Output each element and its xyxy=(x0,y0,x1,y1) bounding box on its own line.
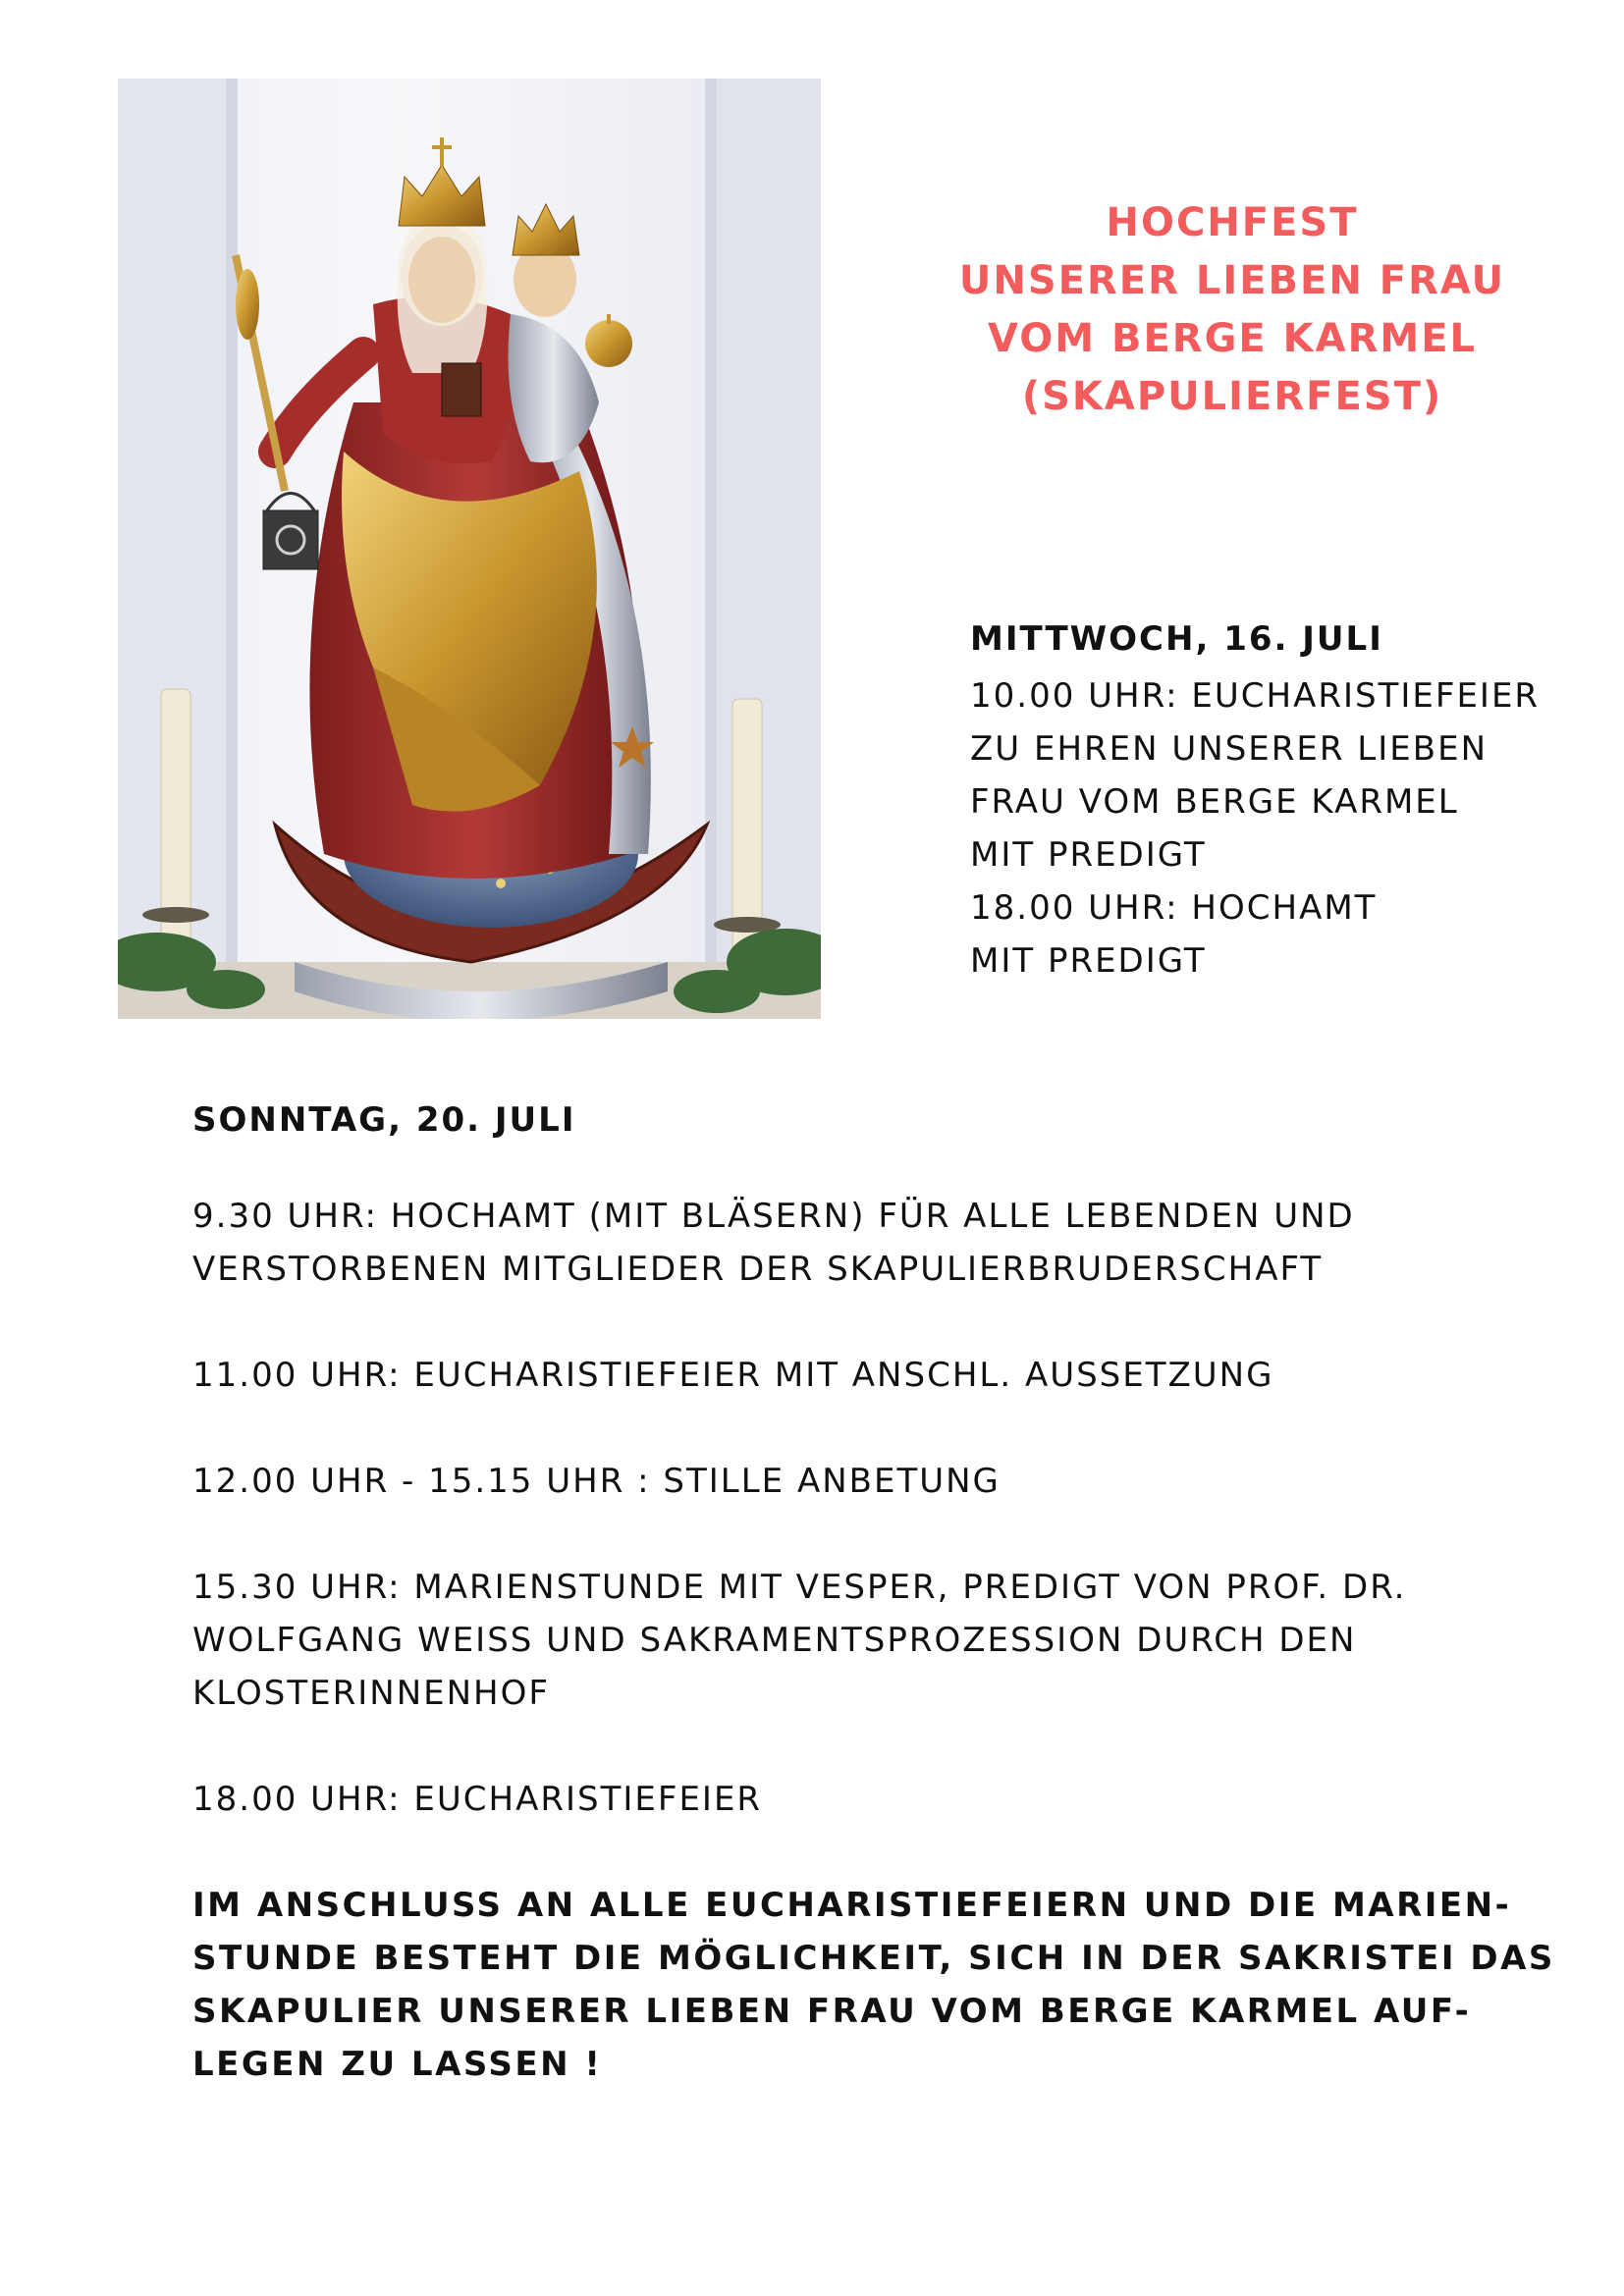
title-line-2: UNSERER LIEBEN FRAU xyxy=(958,258,1506,303)
schedule-entry xyxy=(192,1773,1469,1826)
closing-line: STUNDE BESTEHT DIE MÖGLICHKEIT, SICH IN DER SAKRISTEI DAS xyxy=(192,1939,1555,1978)
schedule-entry xyxy=(192,1190,1469,1296)
entry-line: KLOSTERINNENHOF xyxy=(192,1674,550,1713)
entry-line: 11.00 UHR: EUCHARISTIEFEIER MIT ANSCHL. AUSSETZUNG xyxy=(192,1356,1274,1395)
closing-line: IM ANSCHLUSS AN ALLE EUCHARISTIEFEIERN UND DIE MARIEN- xyxy=(192,1886,1512,1925)
wednesday-line: 18.00 UHR: HOCHAMT xyxy=(970,888,1378,928)
schedule-entry xyxy=(192,1561,1469,1720)
closing-note xyxy=(192,1879,1555,2091)
entry-line: VERSTORBENEN MITGLIEDER DER SKAPULIERBRUDERSCHAFT xyxy=(192,1250,1324,1289)
madonna-statue-photo xyxy=(118,79,821,1019)
feast-title xyxy=(943,194,1522,426)
title-line-1: HOCHFEST xyxy=(1106,200,1359,245)
wednesday-line: ZU EHREN UNSERER LIEBEN xyxy=(970,729,1488,769)
wednesday-line: 10.00 UHR: EUCHARISTIEFEIER xyxy=(970,676,1541,716)
wednesday-schedule xyxy=(970,613,1598,988)
wednesday-line: MIT PREDIGT xyxy=(970,941,1207,981)
entry-line: 15.30 UHR: MARIENSTUNDE MIT VESPER, PREDIGT VON PROF. DR. xyxy=(192,1568,1407,1607)
title-line-4: (SKAPULIERFEST) xyxy=(1021,374,1443,419)
wednesday-line: FRAU VOM BERGE KARMEL xyxy=(970,782,1459,822)
sunday-schedule xyxy=(192,1094,1555,2091)
entry-line: 18.00 UHR: EUCHARISTIEFEIER xyxy=(192,1780,763,1819)
schedule-entry xyxy=(192,1349,1469,1402)
closing-line: SKAPULIER UNSERER LIEBEN FRAU VOM BERGE KARMEL AUF- xyxy=(192,1992,1472,2031)
closing-line: LEGEN ZU LASSEN ! xyxy=(192,2045,603,2084)
wednesday-heading: MITTWOCH, 16. JULI xyxy=(970,619,1383,659)
entry-line: WOLFGANG WEISS UND SAKRAMENTSPROZESSION DURCH DEN xyxy=(192,1621,1357,1660)
title-line-3: VOM BERGE KARMEL xyxy=(987,316,1478,361)
entry-line: 9.30 UHR: HOCHAMT (MIT BLÄSERN) FÜR ALLE LEBENDEN UND xyxy=(192,1197,1355,1236)
wednesday-line: MIT PREDIGT xyxy=(970,835,1207,875)
sunday-heading: SONNTAG, 20. JULI xyxy=(192,1100,576,1140)
schedule-entry xyxy=(192,1455,1469,1508)
madonna-statue-icon xyxy=(118,79,821,1019)
entry-line: 12.00 UHR - 15.15 UHR : STILLE ANBETUNG xyxy=(192,1462,1001,1501)
